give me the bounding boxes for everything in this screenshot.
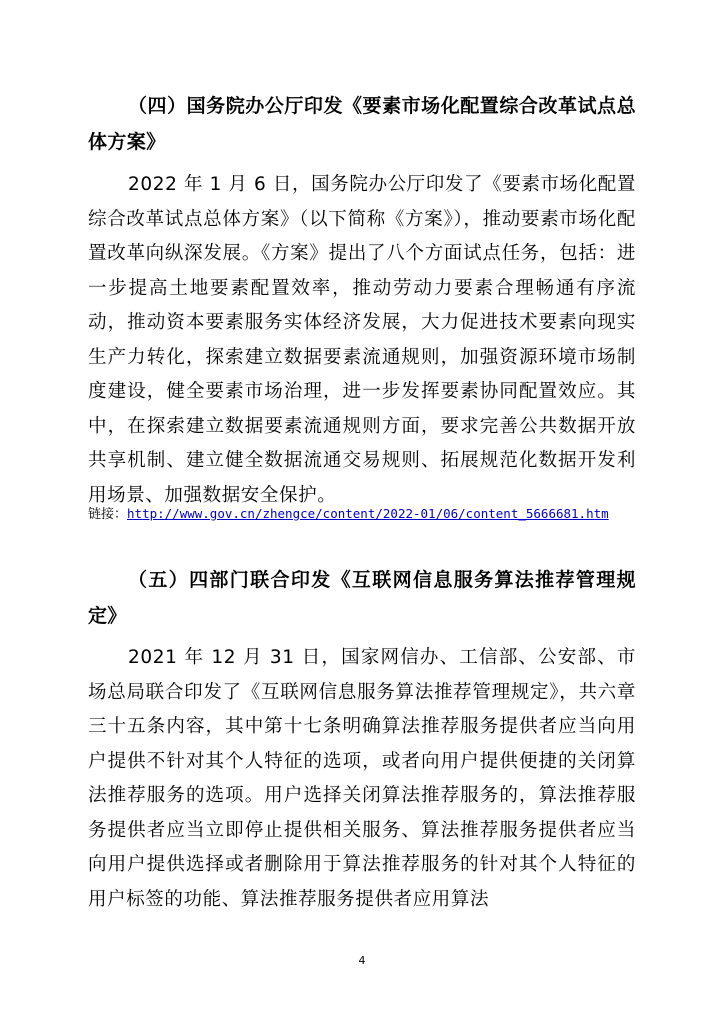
section-4-link-line [88, 505, 648, 524]
section-5-heading: （五）四部门联合印发《互联网信息服务算法推荐管理规定》 [88, 569, 636, 627]
policy-link[interactable]: http://www.gov.cn/zhengce/content/2022-01/06/content_5666681.htm [127, 506, 609, 521]
link-label: 链接： [88, 507, 128, 522]
page-number: 4 [358, 954, 366, 967]
section-4-paragraph: 2022 年 1 月 6 日，国务院办公厅印发了《要素市场化配置综合改革试点总体方案》（以下简称《方案》），推动要素市场化配置改革向纵深发展。《方案》提出了八个方面试点任务，包括：进一步提高土地要素配置效率，推动劳动力要素合理畅通有序流动，推动资本要素服务实体经济发展，大力促进技术要素向现实生产力转化，探索建立数据要素流通规则，加强资源环境市场制度建设，健全要素市场治理，进一步发挥要素协同配置效应。其中，在探索建立数据要素流通规则方面，要求完善公共数据开放共享机制、建立健全数据流通交易规则、拓展规范化数据开发利用场景、加强数据安全保护。 [88, 174, 636, 506]
section-4-heading: （四）国务院办公厅印发《要素市场化配置综合改革试点总体方案》 [88, 95, 636, 153]
section-5-paragraph: 2021 年 12 月 31 日，国家网信办、工信部、公安部、市场总局联合印发了《互联网信息服务算法推荐管理规定》，共六章三十五条内容，其中第十七条明确算法推荐服务提供者应当向用户提供不针对其个人特征的选项，或者向用户提供便捷的关闭算法推荐服务的选项。用户选择关闭算法推荐服务的，算法推荐服务提供者应当立即停止提供相关服务、算法推荐服务提供者应当向用户提供选择或者删除用于算法推荐服务的针对其个人特征的用户标签的功能、算法推荐服务提供者应用算法 [88, 647, 636, 910]
